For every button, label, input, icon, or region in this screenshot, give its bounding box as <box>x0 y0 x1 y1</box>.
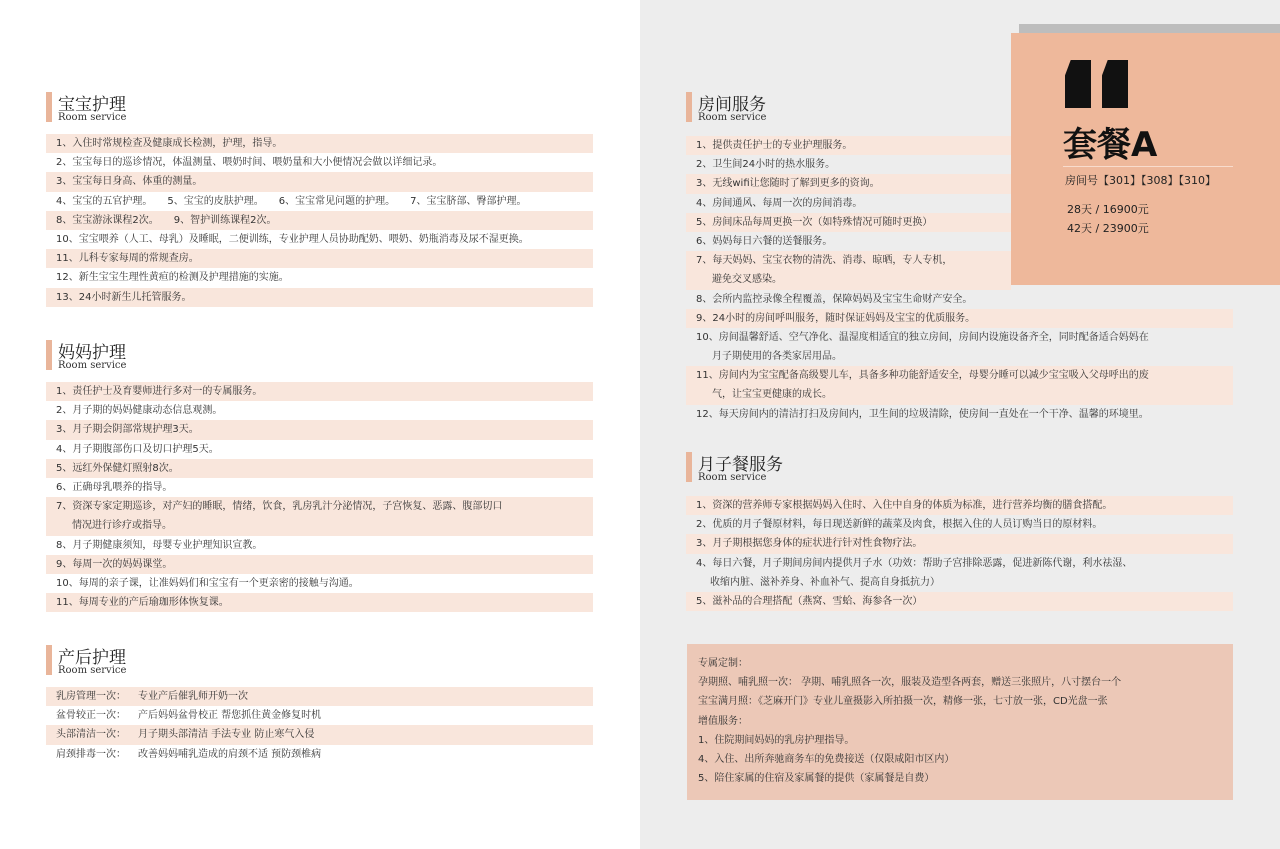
list-item: 9、每周一次的妈妈课堂。 <box>46 555 593 574</box>
list-item <box>686 251 1011 289</box>
baby-care-title: 宝宝护理 <box>58 95 126 115</box>
list-item: 4、房间通风、每周一次的房间消毒。 <box>696 197 863 209</box>
list-item: 8、会所内监控录像全程覆盖，保障妈妈及宝宝生命财产安全。 <box>696 293 973 305</box>
postpartum-subtitle: Room service <box>58 665 127 676</box>
item-value: 月子期头部清洁 手法专业 防止寒气入侵 <box>138 729 315 741</box>
item-label: 乳房管理一次： <box>56 691 126 702</box>
extras-line: 1、住院期间妈妈的乳房护理指导。 <box>698 734 855 746</box>
extras-line: 4、入住、出所奔驰商务车的免费接送（仅限咸阳市区内） <box>698 753 955 765</box>
package-price-42: 42天 / 23900元 <box>1067 222 1149 235</box>
item-value: 专业产后催乳师开奶一次 <box>138 691 248 702</box>
baby-care-subtitle: Room service <box>58 112 127 123</box>
list-item <box>46 725 593 744</box>
package-title: 套餐A <box>1063 125 1158 165</box>
list-item: 1、资深的营养师专家根据妈妈入住时、入住中自身的体质为标准，进行营养均衡的膳食搭配。 <box>686 496 1233 515</box>
mom-care-title: 妈妈护理 <box>58 343 126 363</box>
list-item: 5、房间床品每周更换一次（如特殊情况可随时更换） <box>686 213 1011 232</box>
list-item-text: 10、房间温馨舒适、空气净化、温湿度相适宜的独立房间，房间内设施设备齐全，同时配备适合妈妈在 <box>696 331 1149 343</box>
list-item: 3、月子期会阴部常规护理3天。 <box>46 420 593 439</box>
list-item <box>686 366 1233 404</box>
list-item <box>46 706 593 725</box>
list-item-continuation: 月子期使用的各类家居用品。 <box>712 351 842 363</box>
list-item-continuation: 气，让宝宝更健康的成长。 <box>712 389 832 401</box>
item-value: 改善妈妈哺乳造成的肩颈不适 预防颈椎病 <box>138 748 322 760</box>
list-item <box>686 328 1233 366</box>
extras-line: 宝宝满月照：《芝麻开门》专业儿童摄影入所拍摄一次，精修一张，七寸放一张，CD光盘一张 <box>698 696 1108 708</box>
list-item: 3、宝宝每日身高、体重的测量。 <box>46 172 593 191</box>
list-item <box>46 497 593 535</box>
list-item: 8、宝宝游泳课程2次。 9、智护训练课程2次。 <box>46 211 593 230</box>
room-service-subtitle: Room service <box>698 112 767 123</box>
list-item: 12、新生宝宝生理性黄疸的检测及护理措施的实施。 <box>56 272 289 284</box>
list-item-text: 4、每日六餐，月子期间房间内提供月子水（功效：帮助子宫排除恶露，促进新陈代谢，利水祛湿、 <box>696 557 1133 569</box>
list-item: 5、滋补品的合理搭配（燕窝、雪蛤、海参各一次） <box>686 592 1233 611</box>
meal-service-title: 月子餐服务 <box>698 455 783 475</box>
extras-line: 增值服务： <box>698 715 748 727</box>
list-item-continuation: 避免交叉感染。 <box>712 274 782 286</box>
list-item-continuation: 收缩内脏、滋补养身、补血补气、提高自身抵抗力） <box>710 576 940 588</box>
item-value: 产后妈妈盆骨校正 帮您抓住黄金修复时机 <box>138 710 322 722</box>
list-item: 6、正确母乳喂养的指导。 <box>56 481 173 493</box>
package-price-28: 28天 / 16900元 <box>1067 203 1149 216</box>
list-item: 2、优质的月子餐原材料，每日现送新鲜的蔬菜及肉食，根据入住的人员订购当日的原材料。 <box>696 519 1103 531</box>
list-item: 12、每天房间内的清洁打扫及房间内，卫生间的垃圾清除，使房间一直处在一个干净、温馨的环境里。 <box>696 408 1149 420</box>
heading-accent-bar <box>686 452 692 482</box>
list-item: 5、远红外保健灯照射8次。 <box>46 459 593 478</box>
package-rooms: 房间号【301】【308】【310】 <box>1065 174 1216 187</box>
list-item: 3、月子期根据您身体的症状进行针对性食物疗法。 <box>686 534 1233 553</box>
extras-line: 专属定制： <box>698 658 748 669</box>
list-item: 2、宝宝每日的巡诊情况，体温测量、喂奶时间、喂奶量和大小便情况会做以详细记录。 <box>56 157 443 169</box>
meal-service-list <box>686 496 1233 611</box>
list-item: 4、宝宝的五官护理。 5、宝宝的皮肤护理。 6、宝宝常见问题的护理。 7、宝宝脐部、臀部护理。 <box>56 195 527 207</box>
heading-accent-bar <box>46 645 52 675</box>
extras-line: 孕期照、哺乳照一次： 孕期、哺乳照各一次，服装及造型各两套，赠送三张照片，八寸摆台一个 <box>698 677 1122 689</box>
item-label: 头部清洁一次： <box>56 729 126 741</box>
list-item <box>46 745 593 764</box>
list-item: 1、提供责任护士的专业护理服务。 <box>686 136 1011 155</box>
list-item: 6、妈妈每日六餐的送餐服务。 <box>696 235 833 247</box>
list-item: 1、入住时常规检查及健康成长检测，护理，指导。 <box>46 134 593 153</box>
list-item: 2、卫生间24小时的热水服务。 <box>696 159 836 171</box>
list-item: 1、责任护士及育婴师进行多对一的专属服务。 <box>46 382 593 401</box>
list-item-text: 7、资深专家定期巡诊，对产妇的睡眠，情绪，饮食，乳房乳汁分泌情况，子宫恢复、恶露、腹部切口 <box>56 501 503 513</box>
list-item: 4、月子期腹部伤口及切口护理5天。 <box>56 443 219 455</box>
room-service-list <box>686 136 1233 424</box>
room-service-title: 房间服务 <box>698 95 766 115</box>
list-item: 10、宝宝喂养（人工、母乳）及睡眠，二便训练，专业护理人员协助配奶、喂奶、奶瓶消毒及尿不湿更换。 <box>56 233 529 245</box>
list-item: 11、儿科专家每周的常规查房。 <box>46 249 593 268</box>
postpartum-list <box>46 687 593 764</box>
meal-service-subtitle: Room service <box>698 472 767 483</box>
list-item <box>46 687 593 706</box>
list-item <box>686 554 1233 592</box>
extras-box <box>687 644 1233 800</box>
heading-accent-bar <box>46 340 52 370</box>
list-item-text: 7、每天妈妈、宝宝衣物的清洗、消毒、晾晒，专人专机， <box>696 255 953 267</box>
item-label: 肩颈排毒一次： <box>56 748 126 760</box>
list-item: 13、24小时新生儿托管服务。 <box>46 288 593 307</box>
mom-care-list <box>46 382 593 612</box>
list-item-text: 11、房间内为宝宝配备高级婴儿车，具备多种功能舒适安全，母婴分睡可以减少宝宝吸入父母呼出的废 <box>696 370 1149 382</box>
list-item: 2、月子期的妈妈健康动态信息观测。 <box>56 405 223 417</box>
heading-accent-bar <box>686 92 692 122</box>
list-item: 3、无线wifi让您随时了解到更多的资询。 <box>686 174 1011 193</box>
postpartum-title: 产后护理 <box>58 648 126 668</box>
list-item: 11、每周专业的产后瑜珈形体恢复课。 <box>46 593 593 612</box>
list-item: 10、每周的亲子课，让准妈妈们和宝宝有一个更亲密的接触与沟通。 <box>56 577 359 589</box>
list-item: 9、24小时的房间呼叫服务，随时保证妈妈及宝宝的优质服务。 <box>686 309 1233 328</box>
baby-care-list <box>46 134 593 307</box>
mom-care-subtitle: Room service <box>58 360 127 371</box>
item-label: 盆骨较正一次： <box>56 710 126 722</box>
list-item: 8、月子期健康须知，母婴专业护理知识宣教。 <box>56 539 263 551</box>
extras-line: 5、陪住家属的住宿及家属餐的提供（家属餐是自费） <box>698 773 935 785</box>
list-item-continuation: 情况进行诊疗或指导。 <box>72 520 172 532</box>
heading-accent-bar <box>46 92 52 122</box>
